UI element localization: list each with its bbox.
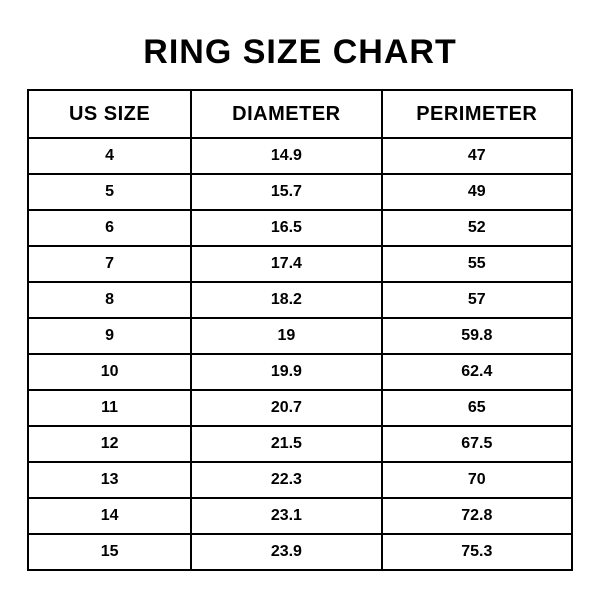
ring-size-table <box>27 89 573 571</box>
cell-perimeter: 55 <box>382 246 572 282</box>
cell-us-size: 14 <box>28 498 191 534</box>
cell-diameter: 19.9 <box>191 354 381 390</box>
table-header <box>28 90 572 138</box>
table-row <box>28 318 572 354</box>
cell-diameter: 15.7 <box>191 174 381 210</box>
cell-diameter: 16.5 <box>191 210 381 246</box>
table-row <box>28 390 572 426</box>
table-row <box>28 462 572 498</box>
cell-perimeter: 75.3 <box>382 534 572 570</box>
table-row <box>28 138 572 174</box>
cell-perimeter: 52 <box>382 210 572 246</box>
table-row <box>28 282 572 318</box>
page-title: RING SIZE CHART <box>143 33 457 71</box>
cell-perimeter: 59.8 <box>382 318 572 354</box>
table-row <box>28 498 572 534</box>
cell-diameter: 23.1 <box>191 498 381 534</box>
column-header-perimeter: PERIMETER <box>382 90 572 138</box>
table-row <box>28 246 572 282</box>
cell-us-size: 11 <box>28 390 191 426</box>
cell-perimeter: 47 <box>382 138 572 174</box>
cell-us-size: 10 <box>28 354 191 390</box>
cell-us-size: 5 <box>28 174 191 210</box>
cell-us-size: 4 <box>28 138 191 174</box>
cell-us-size: 15 <box>28 534 191 570</box>
cell-us-size: 8 <box>28 282 191 318</box>
table-row <box>28 174 572 210</box>
table-header-row <box>28 90 572 138</box>
cell-perimeter: 62.4 <box>382 354 572 390</box>
cell-diameter: 23.9 <box>191 534 381 570</box>
column-header-diameter: DIAMETER <box>191 90 381 138</box>
cell-us-size: 7 <box>28 246 191 282</box>
cell-diameter: 21.5 <box>191 426 381 462</box>
cell-perimeter: 65 <box>382 390 572 426</box>
cell-perimeter: 49 <box>382 174 572 210</box>
cell-diameter: 22.3 <box>191 462 381 498</box>
cell-us-size: 6 <box>28 210 191 246</box>
table-row <box>28 534 572 570</box>
cell-diameter: 19 <box>191 318 381 354</box>
cell-perimeter: 70 <box>382 462 572 498</box>
cell-perimeter: 67.5 <box>382 426 572 462</box>
cell-diameter: 17.4 <box>191 246 381 282</box>
size-table-container <box>27 89 573 571</box>
cell-diameter: 20.7 <box>191 390 381 426</box>
cell-diameter: 14.9 <box>191 138 381 174</box>
cell-perimeter: 72.8 <box>382 498 572 534</box>
cell-us-size: 13 <box>28 462 191 498</box>
cell-us-size: 9 <box>28 318 191 354</box>
cell-perimeter: 57 <box>382 282 572 318</box>
cell-us-size: 12 <box>28 426 191 462</box>
table-row <box>28 426 572 462</box>
table-row <box>28 210 572 246</box>
table-body <box>28 138 572 570</box>
column-header-us-size: US SIZE <box>28 90 191 138</box>
cell-diameter: 18.2 <box>191 282 381 318</box>
table-row <box>28 354 572 390</box>
